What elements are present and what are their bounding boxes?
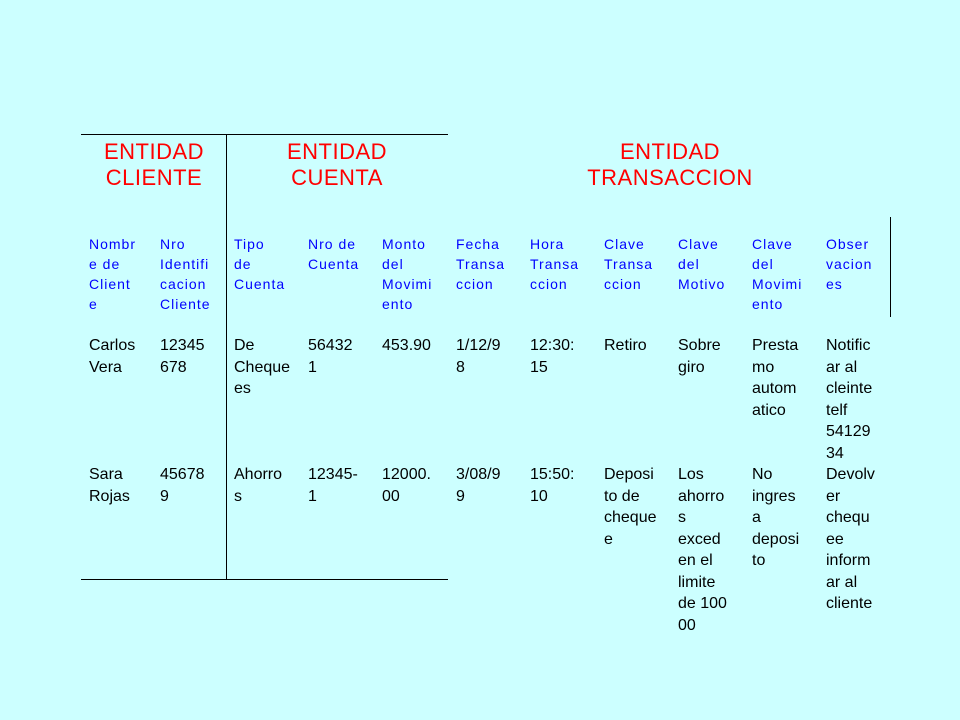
entity-transaccion-heading: ENTIDAD TRANSACCION <box>587 139 753 190</box>
entity-cuenta-heading: ENTIDAD CUENTA <box>286 139 388 190</box>
table-cell-r2-clave-movimiento: No ingres a deposi to <box>752 466 800 569</box>
table-cell-r2-observaciones: Devolv er chequ ee inform ar al cliente <box>826 466 875 612</box>
table-cell-r1-nro-cuenta: 56432 1 <box>308 337 353 376</box>
column-header-observaciones: Obser vacion es <box>826 236 873 292</box>
column-header-tipo-cuenta: Tipo de Cuenta <box>234 236 286 292</box>
table-cell-r1-fecha: 1/12/9 8 <box>456 337 501 376</box>
divider-cliente-cuenta <box>226 134 227 580</box>
table-cell-r1-clave-motivo: Sobre giro <box>678 337 721 376</box>
column-header-nro-identificacion: Nro Identifi cacion Cliente <box>160 236 211 312</box>
table-cell-r1-clave-transaccion: Retiro <box>604 337 647 354</box>
right-edge-rule <box>890 217 891 317</box>
table-cell-r1-monto: 453.90 <box>382 337 431 354</box>
column-header-clave-transaccion: Clave Transa ccion <box>604 236 654 292</box>
table-cell-r2-clave-transaccion: Deposi to de cheque e <box>604 466 657 548</box>
table-cell-r2-clave-motivo: Los ahorro s exced en el limite de 100 00 <box>678 466 727 634</box>
column-header-nombre-cliente: Nombr e de Client e <box>89 236 137 312</box>
column-header-clave-movimiento: Clave del Movimi ento <box>752 236 803 312</box>
top-rule <box>81 134 448 135</box>
column-header-nro-cuenta: Nro de Cuenta <box>308 236 360 272</box>
table-cell-r2-nro-cuenta: 12345- 1 <box>308 466 358 505</box>
table-cell-r2-fecha: 3/08/9 9 <box>456 466 501 505</box>
bottom-rule <box>81 579 448 580</box>
table-cell-r1-identificacion: 12345 678 <box>160 337 205 376</box>
table-cell-r1-tipo-cuenta: De Cheque es <box>234 337 291 397</box>
column-header-hora-transaccion: Hora Transa ccion <box>530 236 580 292</box>
entity-cliente-heading: ENTIDAD CLIENTE <box>103 139 205 190</box>
table-cell-r2-identificacion: 45678 9 <box>160 466 205 505</box>
table-cell-r2-tipo-cuenta: Ahorro s <box>234 466 283 505</box>
column-header-clave-motivo: Clave del Motivo <box>678 236 726 292</box>
table-cell-r2-nombre: Sara Rojas <box>89 466 130 505</box>
table-cell-r1-hora: 12:30: 15 <box>530 337 575 376</box>
column-header-fecha-transaccion: Fecha Transa ccion <box>456 236 506 292</box>
table-cell-r1-nombre: Carlos Vera <box>89 337 136 376</box>
table-cell-r2-monto: 12000. 00 <box>382 466 431 505</box>
table-cell-r1-observaciones: Notific ar al cleinte telf 54129 34 <box>826 337 873 462</box>
column-header-monto-movimiento: Monto del Movimi ento <box>382 236 433 312</box>
table-cell-r1-clave-movimiento: Presta mo autom atico <box>752 337 799 419</box>
table-cell-r2-hora: 15:50: 10 <box>530 466 575 505</box>
